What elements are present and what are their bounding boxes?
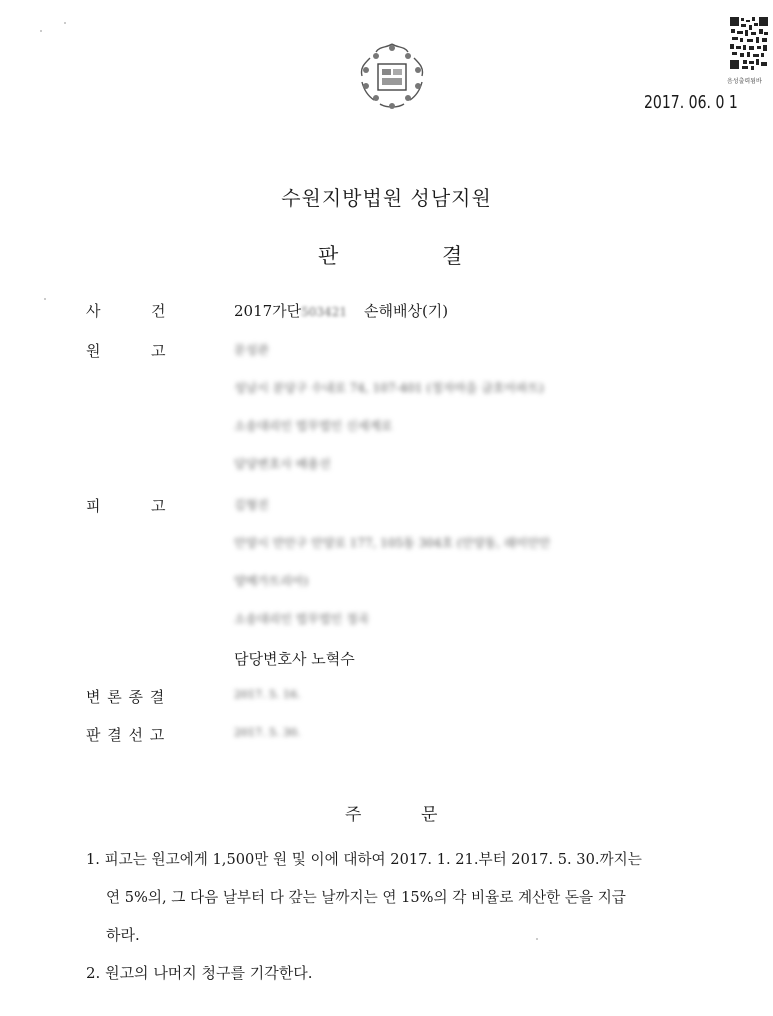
document-title-part-2: 결 <box>442 244 463 268</box>
plaintiff-counsel-firm: 소송대리인 법무법인 신세계로 <box>234 419 393 433</box>
defendant-counsel: 담당변호사 노혁수 <box>234 650 355 668</box>
qr-code-icon <box>729 16 769 72</box>
defendant-label-1: 피 <box>86 497 101 515</box>
defendant-address-line-1: 안양시 만안구 안양로 177, 105동 304호 (안양동, 래미안안 <box>234 536 551 550</box>
court-emblem-icon <box>354 38 430 114</box>
order-item-2: 2. 원고의 나머지 청구를 기각한다. <box>86 964 313 982</box>
order-item-1-line-3: 하라. <box>106 926 140 944</box>
plaintiff-label-2: 고 <box>151 342 166 360</box>
case-label-1: 사 <box>86 302 101 320</box>
scan-speck <box>536 938 538 940</box>
case-number-prefix: 2017가단 <box>234 302 302 320</box>
ruling-date: 2017. 5. 30. <box>234 726 301 739</box>
plaintiff-label-1: 원 <box>86 342 101 360</box>
plaintiff-name: 문성관 <box>234 343 269 357</box>
order-title-part-1: 주 <box>345 805 362 825</box>
qr-label: 음성출력됨바 <box>727 78 762 85</box>
defendant-address-line-2: 양메가트리아) <box>234 574 309 588</box>
closing-label: 변 론 종 결 <box>86 688 166 706</box>
case-name: 손해배상(기) <box>364 302 449 320</box>
scan-speck <box>44 298 46 300</box>
stamp-date: 2017. 06. 0 1 <box>644 92 738 113</box>
scan-speck <box>64 22 66 24</box>
plaintiff-counsel: 담당변호사 배용선 <box>234 457 331 471</box>
order-item-1-line-2: 연 5%의, 그 다음 날부터 다 갚는 날까지는 연 15%의 각 비율로 계산한 돈을 지급 <box>106 889 626 906</box>
case-label-2: 건 <box>151 302 166 320</box>
plaintiff-address: 성남시 분당구 수내로 74, 107-401 (정자마을 금호아파트) <box>234 381 544 395</box>
case-number <box>234 300 347 321</box>
case-number-redacted: 503421 <box>301 305 347 319</box>
court-name: 수원지방법원 성남지원 <box>281 186 492 210</box>
order-title-part-2: 문 <box>421 805 438 825</box>
ruling-label: 판 결 선 고 <box>86 726 166 744</box>
defendant-counsel-firm: 소송대리인 법무법인 정곡 <box>234 612 370 626</box>
order-item-1-line-1: 1. 피고는 원고에게 1,500만 원 및 이에 대하여 2017. 1. 21.부터 2017. 5. 30.까지는 <box>86 851 642 868</box>
closing-date: 2017. 5. 16. <box>234 688 301 701</box>
document-title-part-1: 판 <box>318 244 339 268</box>
qr-code <box>727 16 769 85</box>
scan-speck <box>40 30 42 32</box>
defendant-label-2: 고 <box>151 497 166 515</box>
defendant-name: 김형진 <box>234 498 269 512</box>
